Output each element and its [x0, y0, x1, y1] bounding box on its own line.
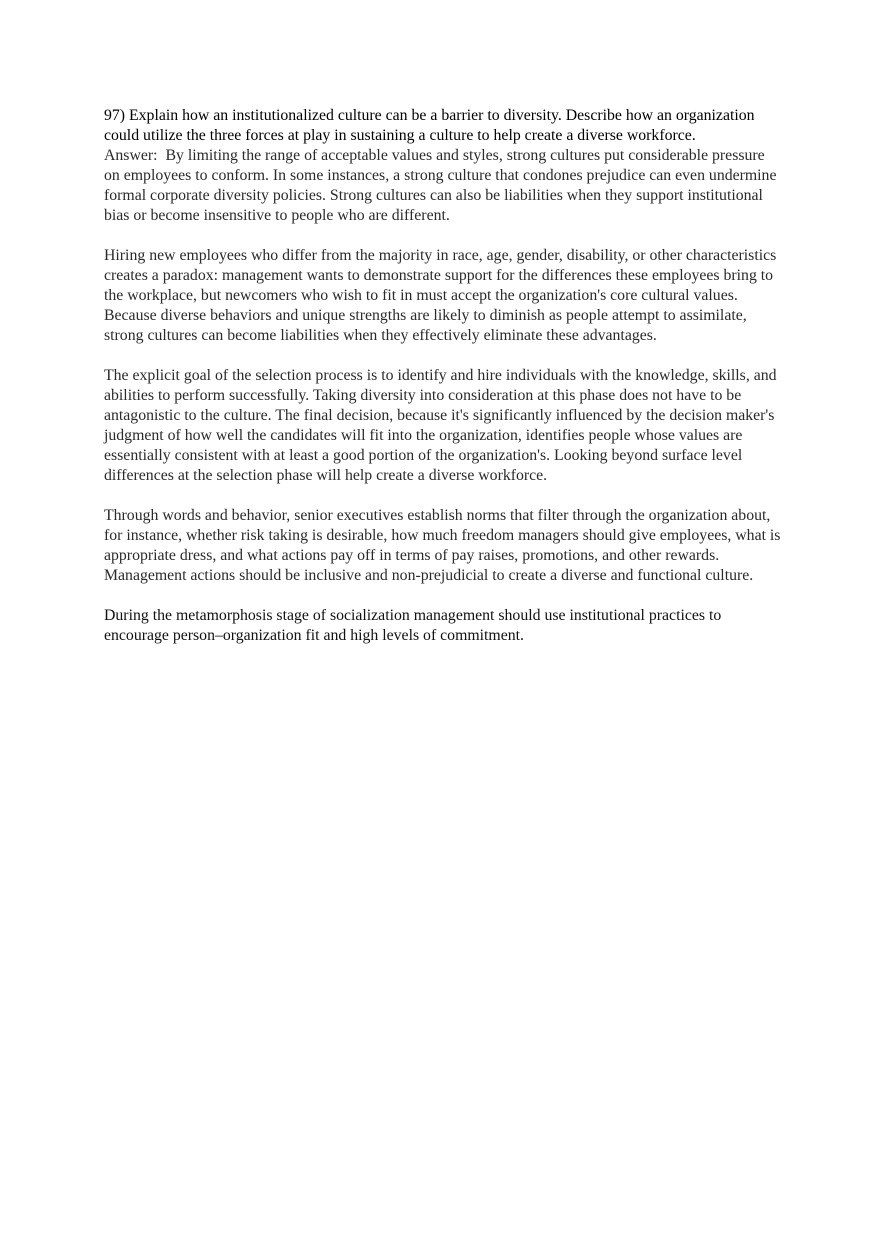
answer-label: Answer:: [104, 147, 158, 164]
answer-text: By limiting the range of acceptable values and styles, strong cultures put considerable pressure on employees to conform. In some instances, a strong culture that condones prejudice can even undermine formal corporate diversity policies. Strong cultures can also be liabilities when they support institutional bias or become insensitive to people who are different.: [104, 147, 777, 224]
question-text: 97) Explain how an institutionalized culture can be a barrier to diversity. Describe how an organization could utilize the three forces at play in sustaining a culture to help create a diverse workforce.: [104, 107, 755, 144]
paragraph-hiring: Hiring new employees who differ from the majority in race, age, gender, disability, or other characteristics creates a paradox: management wants to demonstrate support for the differences these employees bring to the workplace, but newcomers who wish to fit in must accept the organization's core cultural values. Because diverse behaviors and unique strengths are likely to diminish as people attempt to assimilate, strong cultures can become liabilities when they effectively eliminate these advantages.: [104, 247, 777, 344]
paragraph-executives: Through words and behavior, senior executives establish norms that filter through the organization about, for instance, whether risk taking is desirable, how much freedom managers should give employees, what is appropriate dress, and what actions pay off in terms of pay raises, promotions, and other rewards. Management actions should be inclusive and non-prejudicial to create a diverse and functional culture.: [104, 507, 781, 584]
paragraph-metamorphosis: During the metamorphosis stage of socialization management should use institutional practices to encourage person–organization fit and high levels of commitment.: [104, 607, 722, 644]
document-page: [104, 106, 784, 646]
answer-paragraph: [104, 146, 784, 226]
paragraph-selection: The explicit goal of the selection process is to identify and hire individuals with the knowledge, skills, and abilities to perform successfully. Taking diversity into consideration at this phase does not have to be antagonistic to the culture. The final decision, because it's significantly influenced by the decision maker's judgment of how well the candidates will fit into the organization, identifies people whose values are essentially consistent with at least a good portion of the organization's. Looking beyond surface level differences at the selection phase will help create a diverse workforce.: [104, 367, 777, 484]
